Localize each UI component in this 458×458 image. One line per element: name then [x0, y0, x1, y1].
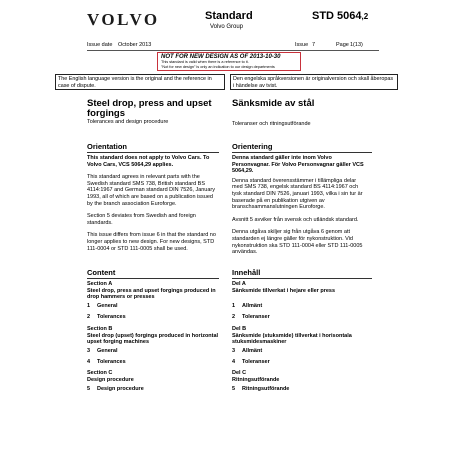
- swedish-toc-item-5[interactable]: [232, 386, 289, 392]
- toc-label: General: [97, 303, 118, 309]
- toc-number: 2: [232, 314, 236, 320]
- swedish-orientation-bold: Denna standard gäller inte inom Volvo Personvagnar. För Volvo Personvagnar gäller VCS 5064,29.: [232, 155, 364, 175]
- english-title-line-1: Steel drop, press and upset: [87, 98, 212, 109]
- swedish-orientation-heading: Orientering: [232, 142, 273, 151]
- swedish-section-a-label: Del A: [232, 281, 246, 287]
- toc-number: 5: [232, 386, 236, 392]
- english-orientation-heading-block: [87, 142, 219, 151]
- swedish-toc-item-1[interactable]: [232, 303, 262, 309]
- english-content-heading-block: [87, 268, 219, 277]
- swedish-section-a-text: Sänksmide tillverkat i hejare eller press: [232, 287, 336, 294]
- swedish-toc-item-4[interactable]: [232, 359, 270, 365]
- page-label: Page: [336, 42, 349, 48]
- english-section-c-label: Section C: [87, 370, 113, 376]
- english-content-heading: Content: [87, 268, 116, 277]
- toc-number: 3: [232, 348, 236, 354]
- notice-main: NOT FOR NEW DESIGN AS OF 2013-10-30: [161, 54, 281, 60]
- standard-number: [312, 10, 368, 22]
- swedish-section-b-text: Sänksmide (stuksmide) tillverkat i horisontala stuksmidesmaskiner: [232, 332, 352, 346]
- toc-label: Toleranser: [242, 314, 270, 320]
- toc-number: 4: [87, 359, 91, 365]
- toc-number: 1: [87, 303, 91, 309]
- language-note-swedish: Den engelska språkversionen är originalversion och skall åberopas i händelse av tvist.: [230, 74, 398, 90]
- swedish-orientation-p1: Denna standard överensstämmer i tillämpliga delar med SMS 738, engelsk standard BS 4114:1967 och tysk standard DIN 7526, januari 1993, vilka i sin tur är baserade på en publikation utgiven av branschsammanslutningen Euroforge.: [232, 177, 363, 211]
- swedish-orientation-p2: Avsnitt 5 avviker från svensk och utländsk standard.: [232, 216, 359, 223]
- english-section-b-label: Section B: [87, 326, 113, 332]
- swedish-title: Sänksmide av stål: [232, 98, 315, 109]
- english-section-a-text: Steel drop, press and upset forgings produced in drop hammers or presses: [87, 287, 216, 301]
- swedish-subtitle: Toleranser och ritningsutförande: [232, 121, 311, 127]
- english-subtitle: Tolerances and design procedure: [87, 119, 169, 125]
- english-orientation-rule: [87, 152, 219, 153]
- swedish-section-c: [232, 370, 368, 383]
- english-orientation-heading: Orientation: [87, 142, 128, 151]
- issue-label: Issue: [295, 42, 309, 48]
- toc-label: Ritningsutförande: [242, 386, 290, 392]
- toc-label: Design procedure: [97, 386, 144, 392]
- swedish-title-block: [232, 99, 380, 128]
- swedish-section-c-text: Ritningsutförande: [232, 376, 280, 383]
- issue-date-label: Issue date: [87, 42, 113, 48]
- document-type-title: Standard: [205, 10, 253, 22]
- swedish-section-c-label: Del C: [232, 370, 247, 376]
- standard-number-main: STD 5064: [312, 10, 362, 22]
- swedish-orientation-rule: [232, 152, 372, 153]
- toc-label: Tolerances: [97, 314, 126, 320]
- swedish-section-b-label: Del B: [232, 326, 247, 332]
- swedish-orientation-p3: Denna utgåva skiljer sig från utgåva 6 genom att standarden ej längre gäller för nykonstruktion. Vid nykonstruktion ska STD 111-0004 eller STD 111-0005 användas.: [232, 229, 363, 256]
- header-divider: [87, 50, 379, 51]
- english-section-c-text: Design procedure: [87, 376, 134, 383]
- toc-number: 4: [232, 359, 236, 365]
- toc-number: 5: [87, 386, 91, 392]
- english-toc-item-3[interactable]: [87, 348, 117, 354]
- english-section-b: [87, 326, 219, 346]
- english-orientation-body: [87, 155, 219, 252]
- english-orientation-p1: This standard agrees in relevant parts with the Swedish standard SMS 738, British standard BS 4114:1967 and German standard DIN 7526, January 1993, all of which are based on a publication issued by the branch association Euroforge.: [87, 174, 216, 207]
- english-toc-item-5[interactable]: [87, 386, 144, 392]
- notice-line-3: "Not for new design" is only an indication to our design departments: [161, 64, 275, 69]
- swedish-toc-item-2[interactable]: [232, 314, 270, 320]
- english-title-line-2: forgings: [87, 108, 125, 119]
- toc-label: Allmänt: [242, 303, 263, 309]
- notice-line-2: This standard is valid when there is a reference to it.: [161, 60, 249, 64]
- english-title-block: [87, 99, 219, 126]
- organization-name: Volvo Group: [210, 24, 244, 30]
- swedish-toc-item-3[interactable]: [232, 348, 262, 354]
- not-for-new-design-notice: [157, 52, 301, 71]
- swedish-orientation-heading-block: [232, 142, 380, 151]
- toc-label: Tolerances: [97, 359, 126, 365]
- english-section-a: [87, 281, 219, 301]
- swedish-section-b: [232, 326, 368, 346]
- english-section-c: [87, 370, 219, 383]
- language-note-english: The English language version is the original and the reference in case of dispute.: [55, 74, 225, 90]
- swedish-content-rule: [232, 278, 372, 279]
- toc-label: Allmänt: [242, 348, 263, 354]
- toc-number: 1: [232, 303, 236, 309]
- swedish-content-heading: Innehåll: [232, 268, 261, 277]
- page-value: 1(13): [350, 42, 363, 48]
- toc-number: 3: [87, 348, 91, 354]
- english-toc-item-4[interactable]: [87, 359, 126, 365]
- english-content-rule: [87, 278, 219, 279]
- issue-date-value: October 2013: [118, 42, 152, 48]
- english-orientation-p3: This issue differs from issue 6 in that the standard no longer applies to new design. For new designs, STD 111-0004 or STD 111-0005 shall be used.: [87, 232, 216, 252]
- toc-label: Toleranser: [242, 359, 270, 365]
- issue-value: 7: [312, 42, 316, 48]
- english-section-b-text: Steel drop (upset) forgings produced in horizontal upset forging machines: [87, 332, 219, 346]
- swedish-content-heading-block: [232, 268, 380, 277]
- english-section-a-label: Section A: [87, 281, 113, 287]
- english-orientation-bold: This standard does not apply to Volvo Cars. To Volvo Cars, VCS 5064,29 applies.: [87, 155, 210, 168]
- toc-label: General: [97, 348, 118, 354]
- swedish-section-a: [232, 281, 368, 294]
- english-toc-item-2[interactable]: [87, 314, 126, 320]
- standard-version: ,2: [361, 12, 369, 21]
- swedish-orientation-body: [232, 155, 368, 256]
- volvo-logo: VOLVO: [87, 10, 160, 29]
- toc-number: 2: [87, 314, 91, 320]
- english-toc-item-1[interactable]: [87, 303, 117, 309]
- english-orientation-p2: Section 5 deviates from Swedish and foreign standards.: [87, 213, 196, 226]
